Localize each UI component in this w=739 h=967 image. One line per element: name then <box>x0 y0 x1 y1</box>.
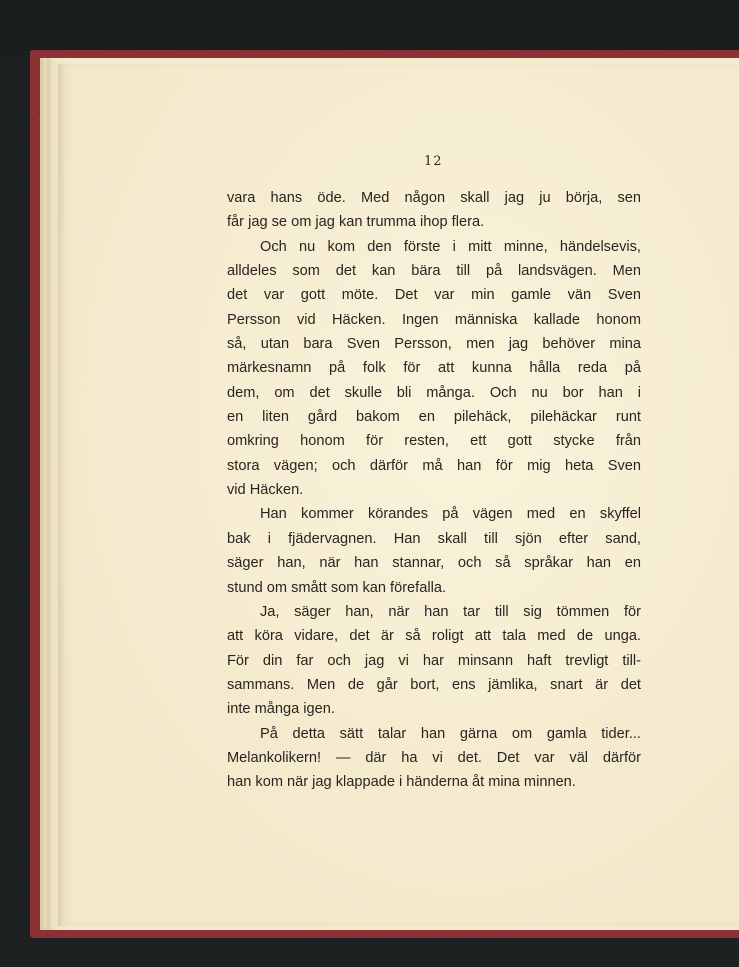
text-line: alldeles som det kan bära till på landsvägen. Men <box>227 263 641 280</box>
paragraph <box>227 600 641 722</box>
text-line: Och nu kom den förste i mitt minne, händelsevis, <box>260 238 641 255</box>
text-line: Melankolikern! — där ha vi det. Det var väl därför <box>227 749 641 766</box>
text-line: Ja, säger han, när han tar till sig tömmen för <box>260 603 641 620</box>
paragraph <box>227 186 641 235</box>
page-text <box>227 186 641 795</box>
text-line: omkring honom för resten, ett gott stycke från <box>227 433 641 450</box>
text-line: det var gott möte. Det var min gamle vän Sven <box>227 287 641 304</box>
text-line: att köra vidare, det är så roligt att tala med de unga. <box>227 628 641 645</box>
paragraph <box>227 235 641 503</box>
text-line: vara hans öde. Med någon skall jag ju börja, sen <box>227 190 641 206</box>
text-line: bak i fjädervagnen. Han skall till sjön efter sand, <box>227 530 641 547</box>
text-line: Persson vid Häcken. Ingen människa kallade honom <box>227 311 641 328</box>
text-line: så, utan bara Sven Persson, men jag behöver mina <box>227 336 641 353</box>
text-line: Han kommer körandes på vägen med en skyffel <box>260 506 641 523</box>
text-line: dem, om det skulle bli många. Och nu bor han i <box>227 384 641 401</box>
text-line: sammans. Men de går bort, ens jämlika, snart är det <box>227 676 641 693</box>
text-line: en liten gård bakom en pilehäck, pilehäckar runt <box>227 409 641 426</box>
text-line: inte många igen. <box>227 701 335 718</box>
text-line: stora vägen; och därför må han för mig heta Sven <box>227 457 641 474</box>
paragraph <box>227 722 641 795</box>
page-number: 12 <box>424 154 443 169</box>
paragraph <box>227 502 641 599</box>
text-line: säger han, när han stannar, och så språkar han en <box>227 555 641 572</box>
text-line: han kom när jag klappade i händerna åt mina minnen. <box>227 774 576 791</box>
text-line: vid Häcken. <box>227 482 304 499</box>
text-line: får jag se om jag kan trumma ihop flera. <box>227 214 485 231</box>
text-line: För din far och jag vi har minsann haft trevligt till- <box>227 652 641 669</box>
text-line: På detta sätt talar han gärna om gamla tider... <box>260 725 641 742</box>
text-line: märkesnamn på folk för att kunna hålla reda på <box>227 360 641 377</box>
text-line: stund om smått som kan förefalla. <box>227 579 446 596</box>
scan-background <box>0 0 739 55</box>
